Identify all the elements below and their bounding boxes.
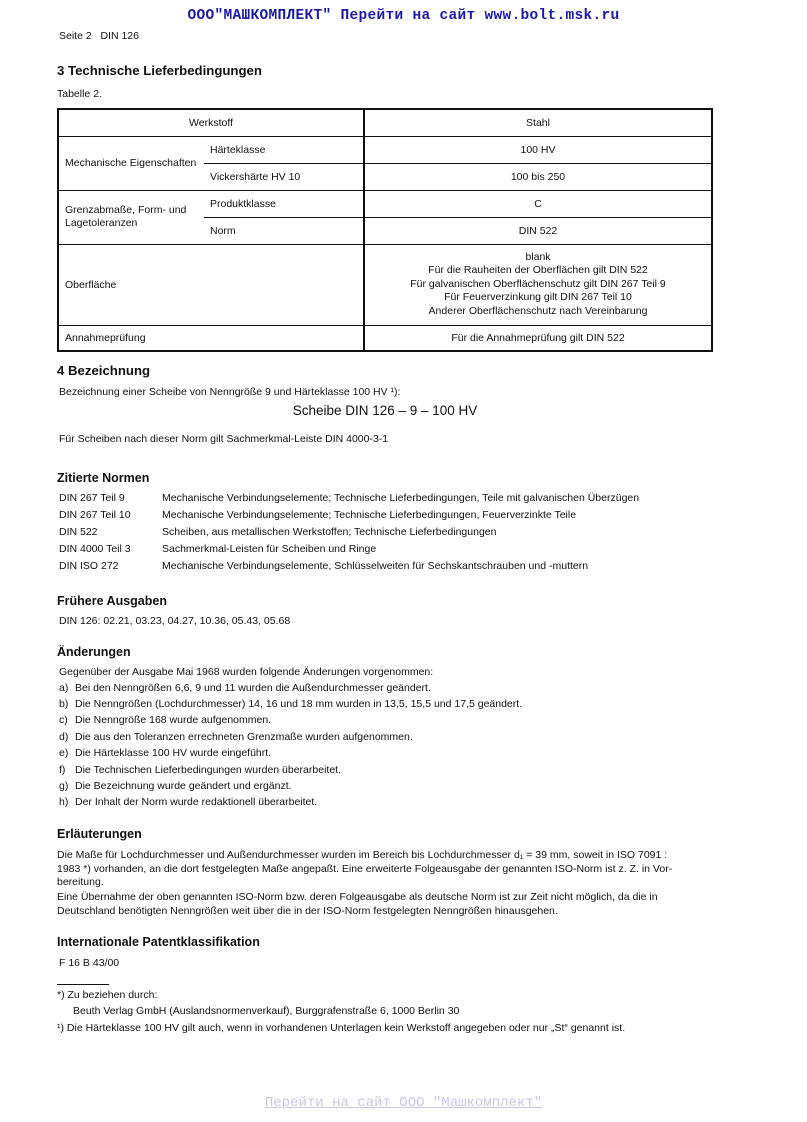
label-annahme: Annahmeprüfung	[58, 325, 364, 351]
item-text: Die aus den Toleranzen errechneten Grenzmaße wurden aufgenommen.	[75, 731, 413, 743]
table-row	[58, 190, 712, 217]
item-marker: e)	[59, 747, 69, 759]
norm-text: Mechanische Verbindungselemente; Technische Lieferbedingungen, Feuerverzinkte Teile	[162, 509, 577, 521]
label-produktklasse: Produktklasse	[204, 190, 364, 217]
list-item	[59, 764, 341, 776]
item-marker: h)	[59, 796, 69, 808]
label-vickers: Vickershärte HV 10	[204, 163, 364, 190]
list-item	[59, 509, 576, 521]
list-item	[59, 543, 376, 555]
norm-key: DIN 522	[59, 526, 98, 538]
table-row	[58, 325, 712, 351]
list-item	[59, 747, 271, 759]
spec-table	[57, 108, 713, 352]
norm-text: Mechanische Verbindungselemente; Technische Lieferbedingungen, Teile mit galvanischen Überzügen	[162, 492, 640, 504]
norm-key: DIN ISO 272	[59, 560, 119, 572]
paragraph-line: bereitung.	[57, 876, 104, 888]
table-row	[58, 244, 712, 325]
item-marker: a)	[59, 682, 69, 694]
item-text: Bei den Nenngrößen 6,6, 9 und 11 wurden die Außendurchmesser geändert.	[75, 682, 431, 694]
page-number: Seite 2	[59, 30, 92, 42]
value-produktklasse: C	[364, 190, 712, 217]
list-item	[59, 492, 639, 504]
header-werkstoff: Werkstoff	[58, 109, 364, 136]
norm-text: Mechanische Verbindungselemente, Schlüsselweiten für Sechskantschrauben und -muttern	[162, 560, 589, 572]
footnote-one: ¹) Die Härteklasse 100 HV gilt auch, wenn in vorhandenen Unterlagen kein Werkstoff angegeben oder nur „St“ genannt ist.	[57, 1022, 626, 1034]
aenderungen-title: Änderungen	[57, 645, 131, 659]
label-haerteklasse: Härteklasse	[204, 136, 364, 163]
item-text: Die Nenngrößen (Lochdurchmesser) 14, 16 und 18 mm wurden in 13,5, 15,5 und 17,5 geändert.	[75, 698, 523, 710]
list-item	[59, 526, 496, 538]
site-banner[interactable]: ООО"МАШКОМПЛЕКТ" Перейти на сайт www.bolt.msk.ru	[187, 8, 620, 24]
norm-key: DIN 267 Teil 10	[59, 509, 131, 521]
value-annahme: Für die Annahmeprüfung gilt DIN 522	[451, 331, 625, 344]
designation-intro: Bezeichnung einer Scheibe von Nenngröße 9 und Härteklasse 100 HV ¹):	[59, 386, 401, 398]
paragraph-line: Deutschland benötigten Nenngrößen weit über die in der ISO-Norm festgelegten Nenngrößen hinausgehen.	[57, 904, 558, 917]
value-vickers: 100 bis 250	[364, 163, 712, 190]
item-marker: f)	[59, 764, 66, 776]
designation-example: Scheibe DIN 126 – 9 – 100 HV	[292, 403, 478, 418]
paragraph-line: Eine Übernahme der oben genannten ISO-Norm bzw. deren Folgeausgabe als deutsche Norm ist zur Zeit nicht möglich, da die in	[57, 891, 658, 903]
item-marker: c)	[59, 714, 68, 726]
header-stahl: Stahl	[364, 109, 712, 136]
oberflaeche-line: Für Feuerverzinkung gilt DIN 267 Teil 10	[444, 291, 632, 304]
list-item	[59, 731, 413, 743]
fruehere-text: DIN 126: 02.21, 03.23, 04.27, 10.36, 05.43, 05.68	[59, 615, 291, 627]
footnote-star-label: *) Zu beziehen durch:	[57, 989, 158, 1001]
item-text: Der Inhalt der Norm wurde redaktionell überarbeitet.	[75, 796, 318, 808]
norm-key: DIN 267 Teil 9	[59, 492, 125, 504]
item-marker: d)	[59, 731, 69, 743]
zitierte-title: Zitierte Normen	[57, 471, 150, 485]
footer-site-link[interactable]: Перейти на сайт ООО "Машкомплект"	[264, 1095, 543, 1111]
list-item	[59, 796, 317, 808]
item-text: Die Bezeichnung wurde geändert und ergänzt.	[75, 780, 292, 792]
list-item	[59, 780, 292, 792]
erlaeuterungen-paragraph-1	[57, 849, 717, 890]
list-item	[59, 714, 271, 726]
table-caption: Tabelle 2.	[57, 88, 102, 100]
erlaeuterungen-paragraph-2	[57, 891, 717, 918]
list-item	[59, 698, 522, 710]
fruehere-title: Frühere Ausgaben	[57, 594, 167, 608]
table-row	[58, 136, 712, 163]
group-grenzabmasse: Grenzabmaße, Form- und Lagetoleranzen	[58, 190, 204, 244]
header-doc-id: DIN 126	[100, 30, 139, 42]
list-item	[59, 682, 431, 694]
erlaeuterungen-title: Erläuterungen	[57, 827, 142, 841]
item-text: Die Nenngröße 168 wurde aufgenommen.	[75, 714, 272, 726]
oberflaeche-line: Für galvanischen Oberflächenschutz gilt DIN 267 Teil 9	[410, 277, 666, 290]
value-oberflaeche	[364, 244, 712, 325]
group-mechanische: Mechanische Eigenschaften	[58, 136, 204, 190]
oberflaeche-line: blank	[525, 250, 551, 263]
norm-text: Scheiben, aus metallischen Werkstoffen; Technische Lieferbedingungen	[162, 526, 497, 538]
section-3-title: 3 Technische Lieferbedingungen	[57, 63, 262, 78]
item-marker: b)	[59, 698, 69, 710]
table-row	[58, 109, 712, 136]
paragraph-line: Die Maße für Lochdurchmesser und Außendurchmesser wurden im Bereich bis Lochdurchmesser d₁ = 39 mm, soweit in ISO 7091 :	[57, 849, 668, 861]
norm-key: DIN 4000 Teil 3	[59, 543, 131, 555]
patent-class: F 16 B 43/00	[59, 957, 120, 969]
paragraph-line: 1983 *) vorhanden, an die dort festgelegten Maße angepaßt. Eine erweiterte Folgeausgabe der genannten ISO-Norm ist z. Z. in Vor-	[57, 862, 673, 875]
footnote-divider	[57, 984, 109, 985]
patent-title: Internationale Patentklassifikation	[57, 935, 260, 949]
section-4-title: 4 Bezeichnung	[57, 363, 151, 378]
value-norm: DIN 522	[364, 217, 712, 244]
oberflaeche-line: Anderer Oberflächenschutz nach Vereinbarung	[428, 304, 648, 317]
page-header	[59, 30, 139, 42]
label-oberflaeche: Oberfläche	[58, 244, 364, 325]
item-marker: g)	[59, 780, 69, 792]
item-text: Die Härteklasse 100 HV wurde eingeführt.	[75, 747, 272, 759]
list-item	[59, 560, 588, 572]
label-norm: Norm	[204, 217, 364, 244]
value-haerteklasse: 100 HV	[364, 136, 712, 163]
oberflaeche-line: Für die Rauheiten der Oberflächen gilt DIN 522	[428, 264, 648, 277]
footnote-star-address: Beuth Verlag GmbH (Auslandsnormenverkauf), Burggrafenstraße 6, 1000 Berlin 30	[73, 1005, 460, 1017]
item-text: Die Technischen Lieferbedingungen wurden überarbeitet.	[75, 764, 341, 776]
norm-text: Sachmerkmal-Leisten für Scheiben und Ringe	[162, 543, 377, 555]
sachmerkmal-note: Für Scheiben nach dieser Norm gilt Sachmerkmal-Leiste DIN 4000-3-1	[59, 433, 389, 445]
aenderungen-intro: Gegenüber der Ausgabe Mai 1968 wurden folgende Änderungen vorgenommen:	[59, 666, 434, 678]
